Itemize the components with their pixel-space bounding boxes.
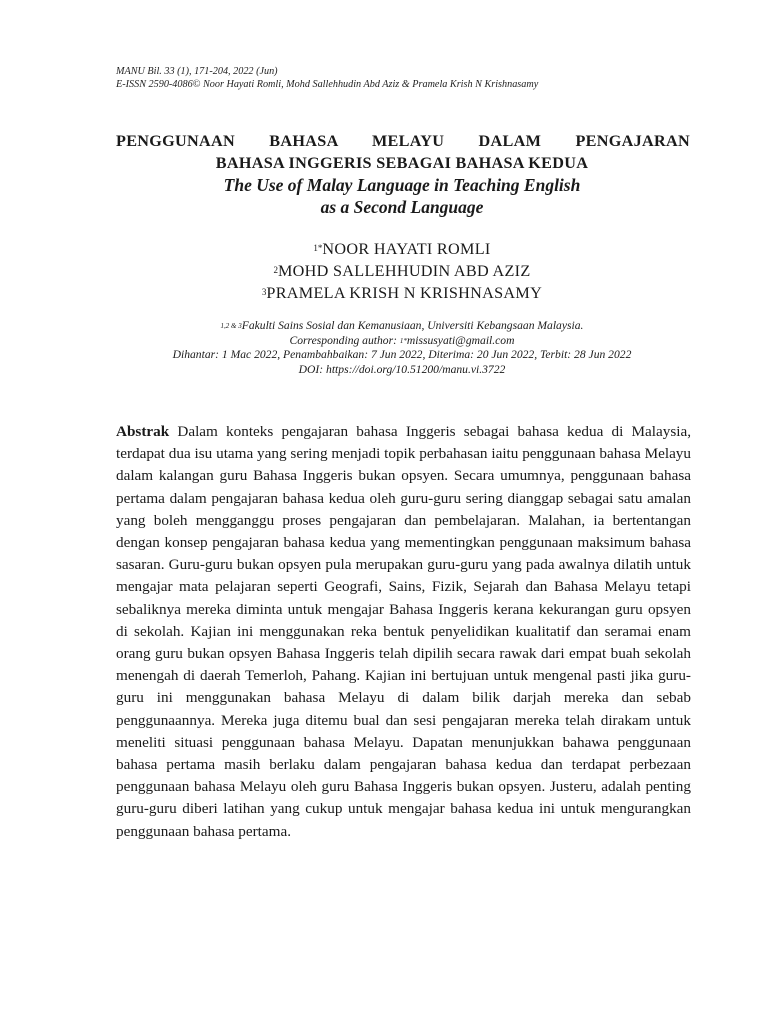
author-name: MOHD SALLEHHUDIN ABD AZIZ	[277, 262, 531, 280]
malay-title-line-1: PENGGUNAAN BAHASA MELAYU DALAM PENGAJARAN	[116, 132, 690, 150]
author	[100, 260, 704, 282]
abstract-text: Dalam konteks pengajaran bahasa Inggeris sebagai bahasa kedua di Malaysia, terdapat dua isu utama yang sering menjadi topik perbahasan iaitu penggunaan bahasa Melayu dalam kalangan guru Bahasa Inggeris bukan opsyen. Secara umumnya, penggunaan bahasa pertama dalam pengajaran bahasa kedua oleh guru-guru sering dianggap sebagai satu amalan yang boleh mengganggu proses pengajaran dan pembelajaran. Malahan, ia bertentangan dengan konsep pengajaran bahasa kedua yang mementingkan penggunaan maksimum bahasa sasaran. Guru-guru bukan opsyen pula merupakan guru-guru yang pada awalnya dilatih untuk mengajar mata pelajaran seperti Geografi, Sains, Fizik, Sejarah dan Bahasa Melayu tetapi sebaliknya mereka diminta untuk mengajar Bahasa Inggeris kerana kekurangan guru opsyen di sekolah. Kajian ini menggunakan reka bentuk penyelidikan kualitatif dan seramai enam orang guru bukan opsyen Bahasa Inggeris telah dipilih secara rawak dari empat buah sekolah menengah di daerah Temerloh, Pahang. Kajian ini bertujuan untuk mengenal pasti jika guru-guru ini menggunakan bahasa Melayu di dalam bilik darjah mereka dan sebab penggunaannya. Mereka juga ditemu bual dan sesi pengajaran mereka telah dirakam untuk meneliti situasi penggunaan bahasa Melayu. Dapatan menunjukkan bahawa penggunaan bahasa pertama masih berlaku dalam pengajaran bahasa kedua dan terdapat perbezaan penggunaan bahasa Melayu oleh guru Bahasa Inggeris bukan opsyen. Justeru, adalah penting guru-guru diberi latihan yang cukup untuk mengajar bahasa kedua ini untuk mengurangkan penggunaan bahasa pertama.	[116, 423, 691, 840]
running-header	[116, 65, 538, 91]
corresponding-author	[100, 334, 704, 349]
institution: Fakulti Sains Sosial dan Kemanusiaan, Universiti Kebangsaan Malaysia.	[241, 319, 584, 332]
english-title	[100, 174, 704, 218]
malay-title-line-2: BAHASA INGGERIS SEBAGAI BAHASA KEDUA	[215, 154, 589, 172]
author-mark: 1*	[313, 243, 323, 253]
author	[100, 238, 704, 260]
english-title-line-1: The Use of Malay Language in Teaching English	[223, 175, 581, 195]
corresponding-email[interactable]: missusyati@gmail.com	[406, 333, 515, 347]
issn-copyright: E-ISSN 2590-4086© Noor Hayati Romli, Mohd Sallehhudin Abd Aziz & Pramela Krish N Krishnasamy	[116, 79, 539, 90]
affiliation	[100, 319, 704, 334]
corresponding-label: Corresponding author:	[289, 333, 400, 347]
author-name: PRAMELA KRISH N KRISHNASAMY	[266, 284, 543, 302]
english-title-line-2: as a Second Language	[320, 197, 484, 217]
author-mark: 3	[261, 287, 267, 297]
doi-link[interactable]: DOI: https://doi.org/10.51200/manu.vi.3722	[298, 363, 506, 377]
abstract-label: Abstrak	[116, 423, 170, 440]
article-title	[100, 130, 704, 218]
affiliation-marks: 1,2 & 3	[220, 322, 242, 330]
author-list	[100, 238, 704, 304]
corresponding-mark: 1*	[399, 336, 407, 345]
malay-title	[100, 130, 704, 174]
abstract	[116, 421, 691, 843]
author	[100, 282, 704, 304]
submission-dates: Dihantar: 1 Mac 2022, Penambahbaikan: 7 Jun 2022, Diterima: 20 Jun 2022, Terbit: 28 Jun 2022	[172, 348, 632, 362]
journal-citation: MANU Bil. 33 (1), 171-204, 2022 (Jun)	[116, 66, 278, 77]
affiliation-block	[100, 319, 704, 378]
author-mark: 2	[273, 265, 278, 275]
author-name: NOOR HAYATI ROMLI	[322, 240, 491, 258]
